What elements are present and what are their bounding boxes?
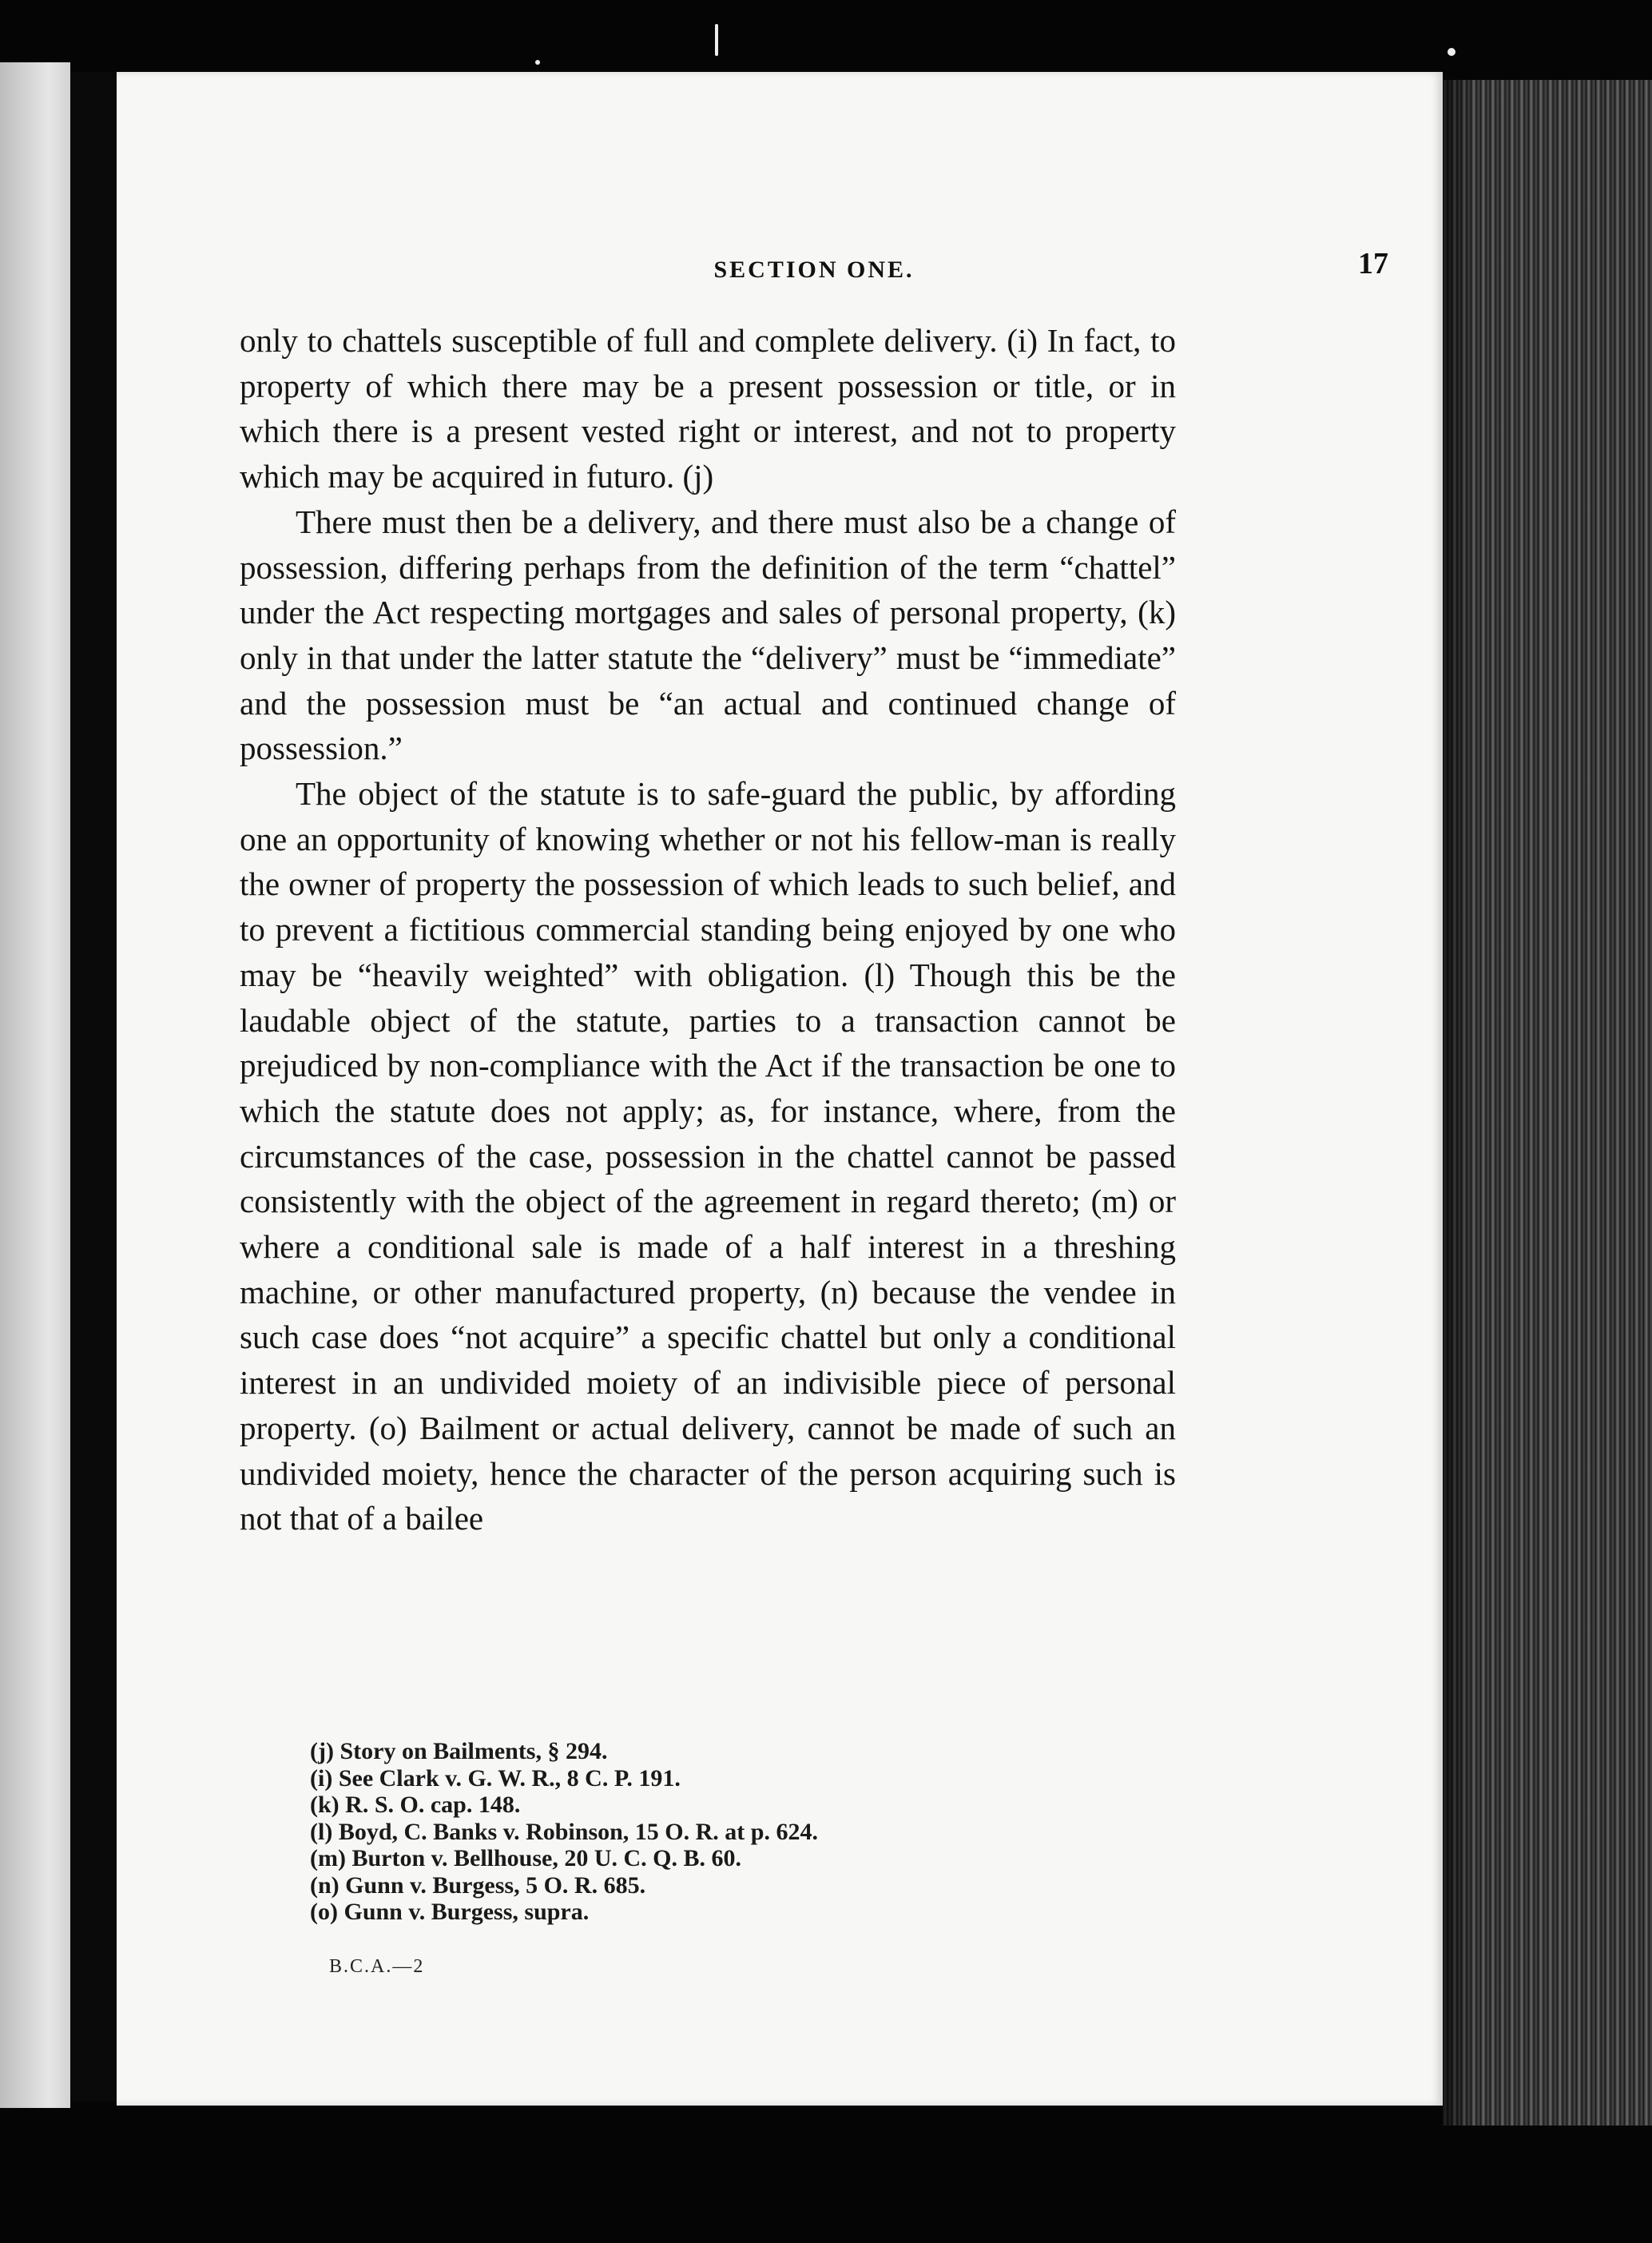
scan-speck xyxy=(1447,48,1455,56)
book-gutter xyxy=(70,72,117,2102)
page-number: 17 xyxy=(1358,247,1388,280)
page-edge-shadow xyxy=(1443,80,1475,2126)
signature-mark: B.C.A.—2 xyxy=(329,1956,425,1977)
footnote: (o) Gunn v. Burgess, supra. xyxy=(310,1899,590,1925)
footnote: (k) R. S. O. cap. 148. xyxy=(310,1792,521,1818)
body-text xyxy=(240,318,1176,1541)
paragraph: only to chattels susceptible of full and complete delivery. (i) In fact, to property of which there may be a present possession or title, or in which there is a present vested right or interest, and not to property which may be acquired in futuro. (j) xyxy=(240,322,1176,495)
scan-speck xyxy=(535,60,540,65)
footnote: (j) Story on Bailments, § 294. xyxy=(310,1738,608,1764)
scan-speck xyxy=(715,24,718,56)
footnote: (i) See Clark v. G. W. R., 8 C. P. 191. xyxy=(310,1764,681,1792)
footnote: (n) Gunn v. Burgess, 5 O. R. 685. xyxy=(310,1871,646,1899)
footnotes xyxy=(310,1738,1109,1926)
paragraph: The object of the statute is to safe-guard the public, by affording one an opportunity of knowing whether or not his fellow-man is really the owner of property the possession of which leads to such belief, and to prevent a fictitious commercial standing being enjoyed by one who may be “heavily weighted” with obligation. (l) Though this be the laudable object of the statute, parties to a transaction cannot be prejudiced by non-compliance with the Act if the transaction be one to which the statute does not apply; as, for instance, where, from the circumstances of the case, possession in the chattel cannot be passed consistently with the object of the agreement in regard thereto; (m) or where a conditional sale is made of a half interest in a threshing machine, or other manufactured property, (n) because the vendee in such case does “not acquire” a specific chattel but only a conditional interest in an undivided moiety of an indivisible piece of personal property. (o) Bailment or actual delivery, cannot be made of such an undivided moiety, hence the character of the person acquiring such is not that of a bailee xyxy=(240,775,1176,1537)
footnote: (m) Burton v. Bellhouse, 20 U. C. Q. B. 60. xyxy=(310,1845,742,1871)
running-head: SECTION ONE. xyxy=(713,257,915,283)
page-header xyxy=(240,164,1388,283)
footnote: (l) Boyd, C. Banks v. Robinson, 15 O. R. at p. 624. xyxy=(310,1818,818,1845)
left-page-edge xyxy=(0,62,70,2108)
paragraph: There must then be a delivery, and there must also be a change of possession, differing perhaps from the definition of the term “chattel” under the Act respecting mortgages and sales of personal property, (k) only in that under the latter statute the “delivery” must be “immediate” and the possession must be “an actual and continued change of possession.” xyxy=(240,503,1176,767)
